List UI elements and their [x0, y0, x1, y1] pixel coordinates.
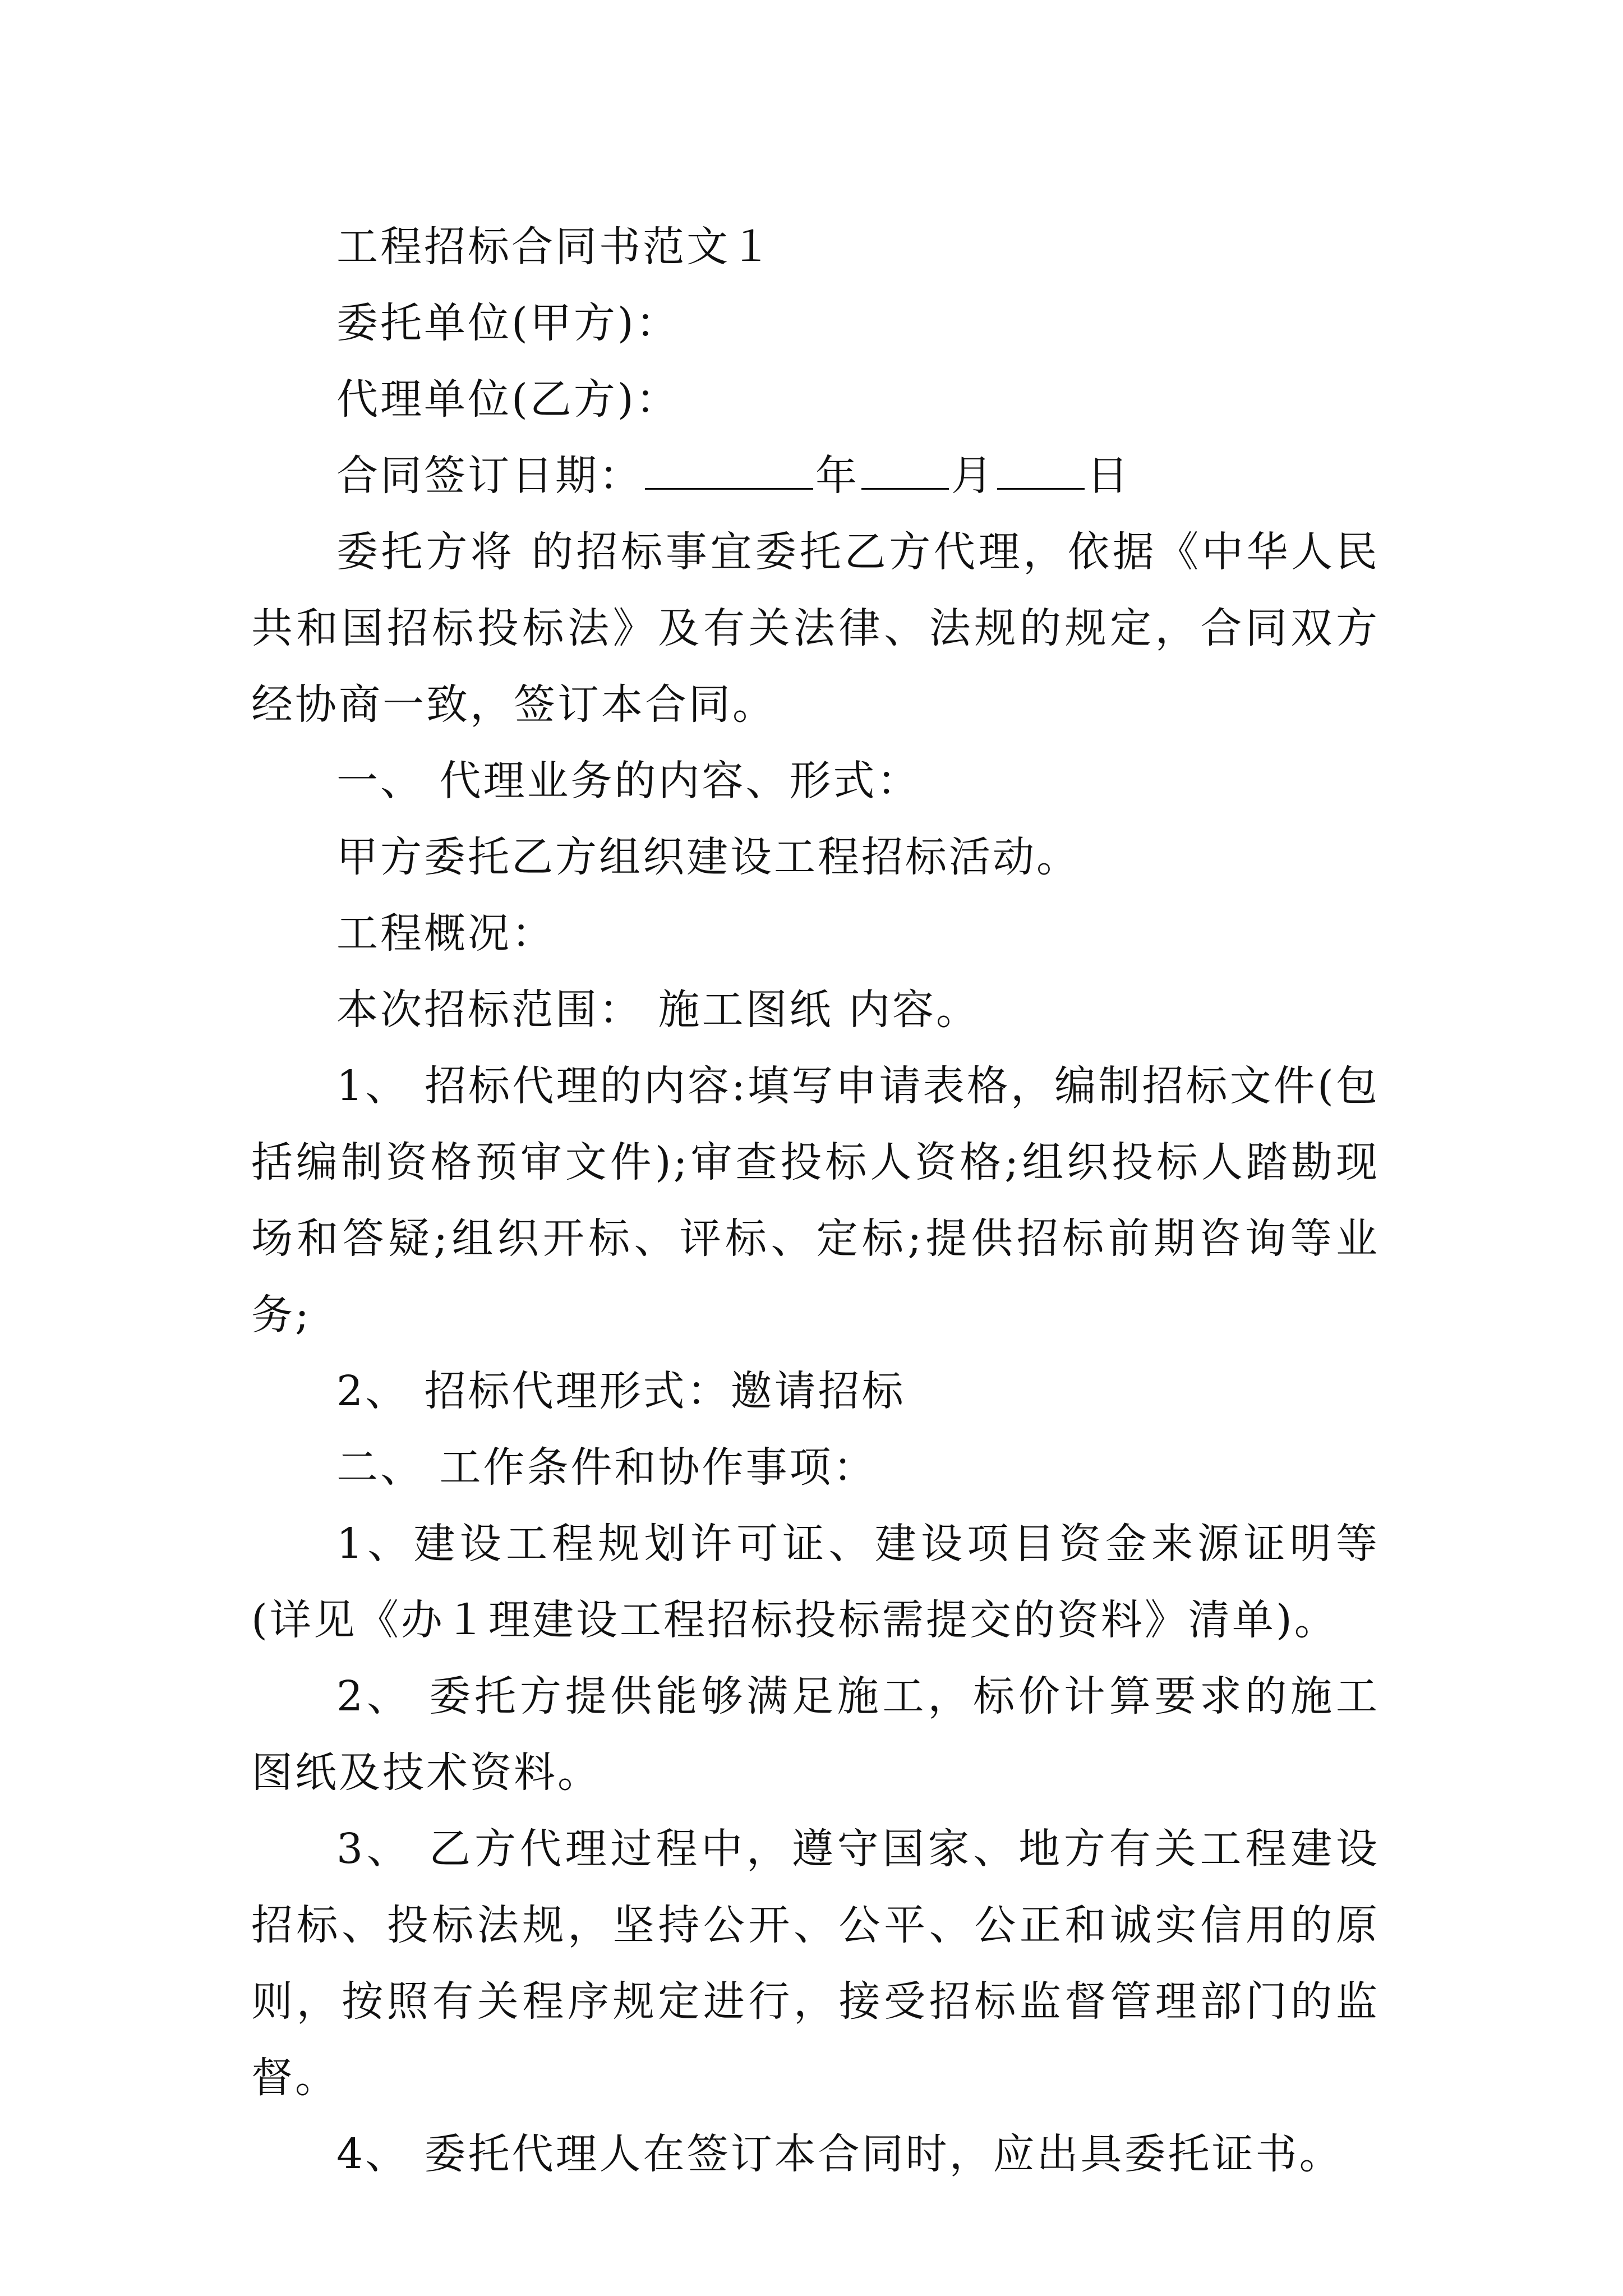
paragraph: 1、 招标代理的内容:填写申请表格，编制招标文件(包括编制资格预审文件);审查投标人资格;组织投标人踏勘现场和答疑;组织开标、评标、定标;提供招标前期咨询等业务;: [251, 1062, 1380, 1339]
section-heading-1: 一、 代理业务的内容、形式：: [336, 757, 921, 805]
signing-date-label: 合同签订日期：: [336, 452, 643, 500]
paragraph: 2、 招标代理形式：邀请招标: [336, 1367, 906, 1415]
paragraph: 2、 委托方提供能够满足施工，标价计算要求的施工图纸及技术资料。: [251, 1672, 1380, 1797]
paragraph: 甲方委托乙方组织建设工程招标活动。: [336, 833, 1080, 881]
day-blank: [997, 451, 1085, 490]
party-a-line: 委托单位(甲方)：: [336, 299, 680, 347]
paragraph: 4、 委托代理人在签订本合同时，应出具委托证书。: [336, 2130, 1343, 2178]
paragraph: 本次招标范围： 施工图纸 内容。: [336, 986, 980, 1034]
document-title: 工程招标合同书范文１: [336, 223, 774, 271]
day-label: 日: [1087, 452, 1131, 500]
paragraph: 1、建设工程规划许可证、建设项目资金来源证明等(详见《办１理建设工程招标投标需提交的资料》清单)。: [251, 1520, 1380, 1644]
party-b-line: 代理单位(乙方)：: [336, 375, 680, 424]
document-body: [251, 209, 1380, 2192]
paragraph: 3、 乙方代理过程中，遵守国家、地方有关工程建设招标、投标法规，坚持公开、公平、公正和诚实信用的原则，按照有关程序规定进行，接受招标监督管理部门的监督。: [251, 1825, 1380, 2102]
year-blank: [645, 451, 813, 490]
intro-paragraph: 委托方将 的招标事宜委托乙方代理，依据《中华人民共和国招标投标法》及有关法律、法规的规定，合同双方经协商一致，签订本合同。: [251, 528, 1380, 729]
paragraph: 工程概况：: [336, 909, 555, 958]
month-blank: [861, 451, 949, 490]
signing-date-line: [251, 438, 1380, 514]
section-heading-2: 二、 工作条件和协作事项：: [336, 1443, 877, 1492]
month-label: 月: [951, 452, 995, 500]
year-label: 年: [815, 452, 859, 500]
